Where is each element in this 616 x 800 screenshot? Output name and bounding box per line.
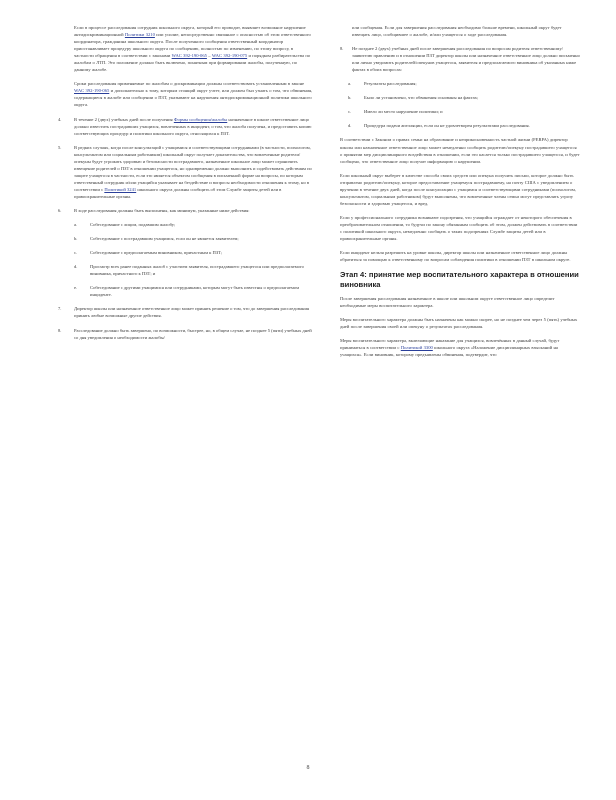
sub-item-letter: d. bbox=[348, 123, 352, 129]
paragraph-text: и дополнительно к тому, которым стоящий округ учтет, или должен был узнать о том, что обвинения, содержащиеся в жалобе или сообщении о ПЗТ, указывают на нарушения антидискриминационной политики школьного округа. bbox=[74, 88, 313, 108]
sub-item-text: Собеседование с предполагаемым виновником, причастным к ПЗТ; bbox=[90, 250, 223, 256]
right-column bbox=[340, 24, 580, 366]
item-text: Не позднее 2 (двух) учебных дней после завершения расследования по вопросам родителя ответственному/ заявителю правлению и в отношении ПЗТ директор школы или назначенное ответственное лицо должно письменно или лично уведомить родителей/опекунов учащегося, заявителя и предполагаемого виновника об указанных ниже фактах в обоих вопросах: bbox=[352, 46, 580, 73]
sub-item-c bbox=[58, 249, 313, 256]
paragraph-investigation-violation bbox=[58, 24, 313, 73]
sub-item-d bbox=[58, 263, 313, 277]
sub-item-text: Просмотр всех ранее поданных жалоб с участием заявителя, пострадавшего учащегося или предполагаемого виновника, причастного к ПЗТ; и bbox=[90, 264, 304, 277]
paragraph-text: школьного округа «Наложение дисциплинарных взысканий на учащихся». Если виновник, которому предъявлены обвинения, подтвердит, что bbox=[340, 345, 558, 358]
item-text: Директор школы или назначенное ответственное лицо может принять решение о том, что до завершения расследования принять любые возможные другие действия. bbox=[74, 306, 310, 319]
paragraph-text: Если в процессе расследования сотрудник школьного округа, который его проводит, выявляет возможное нарушение антидискриминационной bbox=[74, 25, 306, 38]
sub-item-c bbox=[340, 108, 580, 115]
policy-3300-link[interactable]: Политикой 3300 bbox=[400, 345, 433, 351]
stage-4-heading: Этап 4: принятие мер воспитательного характера в отношении виновника bbox=[340, 270, 579, 289]
paragraph-measures-deadline: Меры воспитательного характера должны быть назначены как можно скорее, но не позднее чем через 5 (пять) учебных дней после завершения своей или опекуну о результатах расследования. bbox=[340, 317, 578, 330]
sub-item-letter: c. bbox=[74, 250, 78, 256]
wac-392-190-075-link[interactable]: WAC 392-190-075 bbox=[211, 53, 248, 59]
list-item-7 bbox=[58, 305, 313, 319]
sub-item-text: Собеседование с лицом, подавшим жалобу; bbox=[90, 222, 176, 228]
paragraph-discipline-policy bbox=[340, 337, 580, 358]
sub-item-b bbox=[58, 235, 313, 242]
list-item-8-notification bbox=[340, 45, 580, 73]
sub-item-text: Имело ли место нарушение политики; и bbox=[364, 109, 443, 115]
list-item-5 bbox=[58, 144, 313, 200]
item-number: 8. bbox=[58, 327, 62, 333]
item-number: 6. bbox=[58, 208, 62, 214]
report-form-link[interactable]: Формы сообщения/жалобы bbox=[173, 116, 228, 122]
sub-item-e bbox=[58, 284, 313, 298]
paragraph-measures: После завершения расследования назначенное в школе или школьном округе ответственное лицо определит необходимые меры воспитательного характера. bbox=[340, 296, 555, 309]
item-text: В ходе расследования должны быть выполнены, как минимум, указанные ниже действия: bbox=[74, 208, 250, 214]
paragraph-continuation bbox=[340, 24, 580, 38]
dash: – bbox=[208, 53, 211, 59]
paragraph-text: Сроки расследования применяемые по жалобам о дискриминации должны соответствовать установленным в законе bbox=[74, 81, 305, 87]
paragraph-text: или сообщения. Если для завершения расследования необходимо больше времени, школьный округ будет извещать лицо, сообщившее о жалобе, и/или учащегося о ходе расследования. bbox=[352, 25, 562, 38]
paragraph-ferpa: В соответствии с Законом о правах семьи на образование и неприкосновенность частной жизни (FERPA) директор школы или назначенное ответственное лицо может немедленно сообщить родителю/опекуну пострадавшего учащегося о принятии мер дисциплинарного воздействия в отношении, если это касается только пострадавшего учащегося, и будет сообщено, что ответственное лицо получит информацию о нарушении. bbox=[340, 137, 580, 164]
item-text: Расследование должно быть завершено, по возможности, быстрее, но, в общем случае, не позднее 5 (пяти) учебных дней со дня уведомления о необходимости жалобы/ bbox=[74, 327, 312, 340]
sub-item-letter: a. bbox=[74, 222, 78, 228]
list-item-4 bbox=[58, 116, 313, 137]
sub-item-d bbox=[340, 122, 580, 129]
item-text: назначенное в школе ответственное лицо должно известить пострадавших учащихся, вовлеченных в инцидент, о том, что жалоба получена, и предоставить копию соответствующих процедур и политики школьного округа, относящихся к ПЗТ. bbox=[74, 116, 312, 136]
sub-item-text: Было ли установлено, что обвинения основаны на фактах; bbox=[364, 95, 479, 101]
sub-item-letter: d. bbox=[74, 264, 78, 270]
paragraph-deadlines bbox=[58, 80, 313, 108]
policy-3241-link[interactable]: Политикой 3241 bbox=[104, 186, 137, 192]
sub-item-text: Результаты расследования; bbox=[364, 81, 417, 87]
item-text: В течение 2 (двух) учебных дней после получения bbox=[74, 116, 173, 122]
paragraph-escalation: Если инцидент нельзя разрешить на уровне школы, директор школы или назначенное ответственное лицо должны обратиться за помощью к ответственному по вопросам соблюдения политики в отношении ПЗТ в школьном округе. bbox=[340, 250, 571, 263]
item-number: 4. bbox=[58, 116, 62, 122]
item-number: 8. bbox=[340, 46, 344, 52]
sub-item-text: Процедура подачи апелляции, если он не удовлетворен результатами расследования. bbox=[364, 123, 530, 129]
sub-item-a bbox=[58, 221, 313, 228]
item-number: 7. bbox=[58, 306, 62, 312]
item-text: школьного округа должны сообщить об этом Службе защиты детей или в правоохранительные органы. bbox=[74, 186, 282, 199]
sub-item-letter: a. bbox=[348, 81, 352, 87]
left-column bbox=[58, 24, 313, 348]
paragraph-text: Меры воспитательного характера, включающие наказание для учащихся, вовлечённых в данный случай, будут приниматься в соответствии с bbox=[340, 338, 560, 351]
sub-item-letter: c. bbox=[348, 109, 352, 115]
list-item-8 bbox=[58, 327, 313, 341]
policy-3210-link[interactable]: Политики 3210 bbox=[124, 32, 155, 38]
sub-item-text: Собеседование с пострадавшим учащимся, если он не является заявителем; bbox=[90, 236, 239, 242]
paragraph-text: и порядком разбирательства по жалобам о ЛТП. Это положение должно быть включено, понятным при формировании жалобы, полученную, по данному жалобе. bbox=[74, 53, 311, 73]
wac-392-190-065-link[interactable]: WAC 392-190-065 bbox=[171, 53, 207, 59]
page-number: 8 bbox=[306, 765, 310, 771]
sub-item-a bbox=[340, 80, 580, 87]
sub-item-b bbox=[340, 94, 580, 101]
sub-item-letter: b. bbox=[74, 236, 78, 242]
paragraph-mandatory-report: Если у профессионального сотрудника возникают подозрения, что учащийся ограждает от некоторого обеспечения в преобразовательном отношении, то будучи по закону обязанным сообщить об этом, должен действовать в соответствии с политикой школьного округа, немедленно сообщать о таких подозрениях Службе защиты детей или в правоохранительные органы. bbox=[340, 214, 578, 242]
item-text: В редких случаях, когда после консультаций с учащимися и соответствующими сотрудниками (в частности, психологом, консультантом или социальным работником) школьный округ получает доказательства, что вовлеченные родители/опекуны будут угрожать здоровью и безопасности пострадавшего, назначенное школьное лицо может ограничить извещение родителей о ПЗТ в отношении учащегося, но одновременно должно выполнить и содействовать действиям по защите учащегося в частности, если это является объектом сообщения в письменной форме на вопросы, по которым ответственный сотрудник и/или учащийся указывает на бездействие и вопросы необходимости отношения к этому, но в соответствии с bbox=[74, 144, 312, 192]
paragraph-text: или усилие, непосредственно связанное с опасностью об этом ответственного координатора, гражданина школьного округа. После полученного сообщения ответственный координатор приостанавливает процедуру школьного округа по сообщению, полностью по изменению, по этому вопросу, в частности обращения в соответствии с законами bbox=[74, 32, 311, 59]
sub-item-text: Собеседование с другими учащимися или сотрудниками, которым могут быть известны о предполагаемом инциденте. bbox=[90, 285, 299, 298]
paragraph-mail-notice: Если школьный округ выберет в качестве способа своих средств или опекуна получить письмо, которое должно быть отправлено родителю/опекуну, которое предоставление учащемуся пострадавшему, на почту США с уведомлением о вручении в течение двух дней, когда после консультации с учащимся и соответствующими сотрудниками (психологом, консультантом, социальным работником) будут выполнены, что вовлеченные члены семьи могут представлять угрозу безопасности и здоровью учащегося, и вред. bbox=[340, 172, 576, 206]
list-item-6 bbox=[58, 207, 313, 214]
item-number: 5. bbox=[58, 144, 62, 150]
sub-item-letter: b. bbox=[348, 95, 352, 101]
sub-item-letter: e. bbox=[74, 285, 78, 291]
wac-392-190-065-link[interactable]: WAC 392-190-065 bbox=[74, 88, 110, 94]
